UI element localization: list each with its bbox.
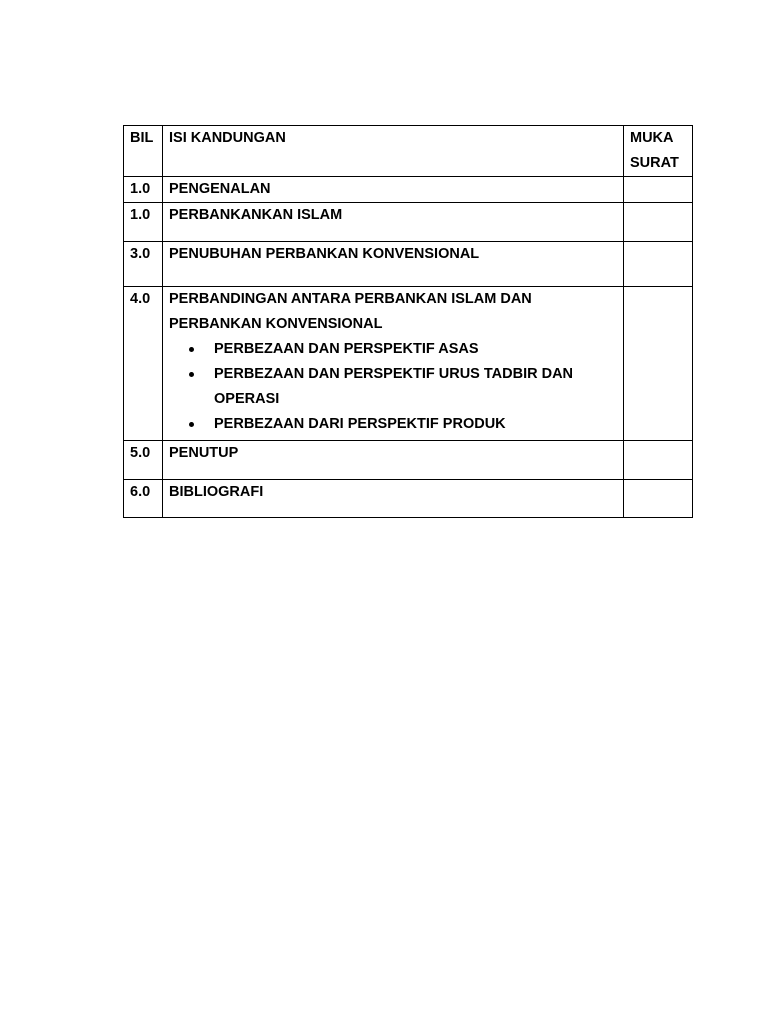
row-page <box>624 177 693 203</box>
list-item <box>169 412 617 437</box>
header-bil: BIL <box>124 126 163 177</box>
row-page <box>624 441 693 480</box>
row-number: 4.0 <box>124 287 163 441</box>
table-row <box>124 287 693 441</box>
row-title: PENGENALAN <box>163 177 624 203</box>
subitem-text: PERBEZAAN DARI PERSPEKTIF PRODUK <box>214 416 506 432</box>
subitem-text: PERBEZAAN DAN PERSPEKTIF URUS TADBIR DAN OPERASI <box>214 366 574 407</box>
row-title: PERBANDINGAN ANTARA PERBANKAN ISLAM DAN PERBANKAN KONVENSIONAL <box>169 291 532 332</box>
row-title-cell <box>163 287 624 441</box>
row-number: 1.0 <box>124 203 163 242</box>
header-page: MUKA SURAT <box>624 126 693 177</box>
row-number: 6.0 <box>124 480 163 518</box>
table-row <box>124 441 693 480</box>
row-title: PERBANKANKAN ISLAM <box>163 203 624 242</box>
bullet-icon <box>189 372 194 377</box>
row-page <box>624 203 693 242</box>
table-row <box>124 177 693 203</box>
subitem-text: PERBEZAAN DAN PERSPEKTIF ASAS <box>214 341 479 357</box>
row-page <box>624 242 693 287</box>
table-row <box>124 203 693 242</box>
header-content: ISI KANDUNGAN <box>163 126 624 177</box>
list-item <box>169 362 617 412</box>
table-row <box>124 242 693 287</box>
table-row <box>124 480 693 518</box>
list-item <box>169 337 617 362</box>
table-header-row <box>124 126 693 177</box>
row-page <box>624 287 693 441</box>
bullet-icon <box>189 422 194 427</box>
row-title: BIBLIOGRAFI <box>163 480 624 518</box>
table-of-contents <box>123 125 693 518</box>
row-title: PENUBUHAN PERBANKAN KONVENSIONAL <box>163 242 624 287</box>
row-page <box>624 480 693 518</box>
bullet-icon <box>189 347 194 352</box>
row-title: PENUTUP <box>163 441 624 480</box>
row-number: 5.0 <box>124 441 163 480</box>
subitem-list <box>169 337 617 437</box>
row-number: 3.0 <box>124 242 163 287</box>
row-number: 1.0 <box>124 177 163 203</box>
